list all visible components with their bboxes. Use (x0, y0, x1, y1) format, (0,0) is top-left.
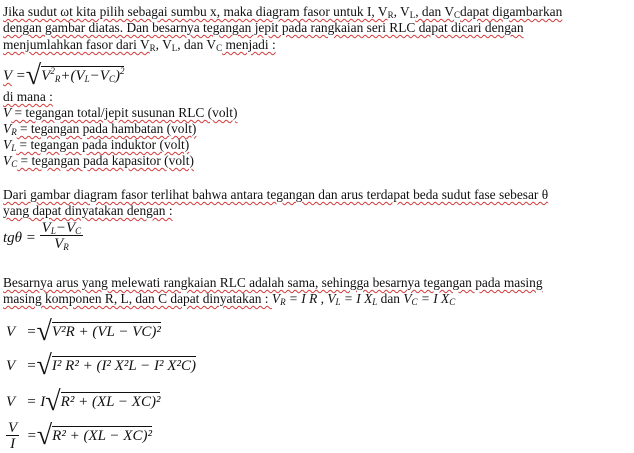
formula-impedance-voltage: $V =√V^2_R+(V_L-V_C)^2$ (3, 60, 125, 91)
formula-v-3: V = I√R² + (XL − XC)² (6, 386, 161, 417)
formula-v-2: V =√I² R² + (I² X²L − I² X²C) (6, 350, 196, 381)
definition-item: $V_L$ = tegangan pada induktor (volt) (3, 137, 190, 153)
dimana-label: di mana : (3, 89, 53, 104)
formula-v-1: V =√V²R + (VL − VC)² (6, 316, 161, 347)
paragraph2-line2: yang dapat dinyatakan dengan : (3, 203, 173, 218)
paragraph2-line1: Dari gambar diagram fasor terlihat bahwa antara tegangan dan arus terdapat beda sudut fase sebesar θ (3, 187, 549, 202)
paragraph3-line2: masing komponen R, L, dan C dapat dinyatakan : $V_R = I$ R , $V_L = I$ $X_L$ dan $V_C = I$ $X_C$ (3, 291, 456, 307)
paragraph1-line3: menjumlahkan fasor dari $V_R$, $V_L$, dan $V_C$ menjadi : (3, 37, 276, 53)
paragraph1-line2: dengan gambar diatas. Dan besarnya tegangan jepit pada rangkaian seri RLC dapat dicari dengan (3, 20, 524, 35)
formula-phase-angle: tgθ = $\frac{V_L-V_C}{V_R}$ (3, 220, 82, 252)
definition-item: $V_R$ = tegangan pada hambatan (volt) (3, 121, 197, 137)
definition-item: V = tegangan total/jepit susunan RLC (volt) (3, 105, 238, 120)
definition-item: $V_C$ = tegangan pada kapasitor (volt) (3, 153, 194, 169)
paragraph3-line1: Besarnya arus yang melewati rangkaian RLC adalah sama, sehingga besarnya tegangan pada masing (3, 275, 543, 290)
paragraph1-line1: Jika sudut ωt kita pilih sebagai sumbu x, maka diagram fasor untuk I, $V_R$, $V_L$, dan $V_Cdapat$ digambarkan (3, 4, 563, 20)
formula-v-over-i: $\frac{V}{I}$ =√R² + (XL − XC)² (8, 420, 152, 453)
